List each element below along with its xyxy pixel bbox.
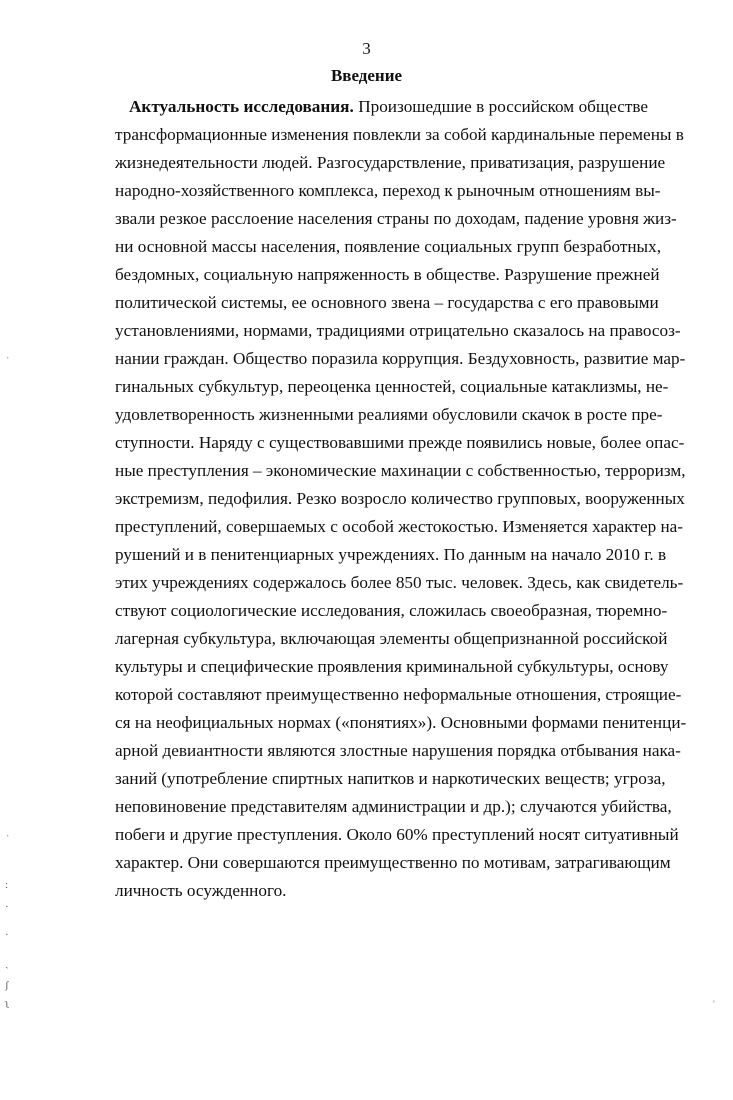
page-number: 3 [362,39,371,58]
scan-artifact-mark: ʃ [5,979,9,991]
body-line: заний (употребление спиртных напитков и наркотических веществ; угроза, [115,769,666,788]
body-line: культуры и специфические проявления криминальной субкультуры, основу [115,657,669,676]
body-line: личность осужденного. [115,881,287,900]
section-heading: Введение [330,66,403,85]
body-line: народно-хозяйственного комплекса, переход к рыночным отношениям вы- [115,181,661,200]
body-line: ствуют социологические исследования, сложилась своеобразная, тюремно- [115,601,668,620]
body-line: ся на неофициальных нормах («понятиях»). Основными формами пенитенци- [115,713,687,732]
body-line: политической системы, ее основного звена – государства с его правовыми [115,293,659,312]
body-line: звали резкое расслоение населения страны по доходам, падение уровня жиз- [115,209,677,228]
body-line: лагерная субкультура, включающая элементы общепризнанной российской [115,629,668,648]
scan-artifact-mark: : [5,879,9,891]
scan-artifact-mark: ʅ [5,999,10,1011]
body-line: этих учреждениях содержалось более 850 тыс. человек. Здесь, как свидетель- [115,573,684,592]
body-line: неповиновение представителям администрации и др.); случаются убийства, [115,797,672,816]
body-line: ни основной массы населения, появление социальных групп безработных, [115,237,661,256]
body-line: гинальных субкультур, переоценка ценностей, социальные катаклизмы, не- [115,377,669,396]
scan-artifact-mark: ʾ [712,999,716,1011]
scan-artifact-mark: · [5,929,9,941]
body-line: рушений и в пенитенциарных учреждениях. По данным на начало 2010 г. в [115,545,667,564]
body-line: характер. Они совершаются преимущественно по мотивам, затрагивающим [115,853,671,872]
body-line: ступности. Наряду с существовавшими прежде появились новые, более опас- [115,433,685,452]
body-line: установлениями, нормами, традициями отрицательно сказалось на правосоз- [115,321,681,340]
body-text [115,93,687,905]
body-line: ные преступления – экономические махинации с собственностью, терроризм, [115,461,686,480]
body-line: преступлений, совершаемых с особой жестокостью. Изменяется характер на- [115,517,684,536]
scan-artifact-mark: ˌ [6,347,10,359]
lead-phrase: Актуальность исследования. [129,97,354,116]
body-line: которой составляют преимущественно неформальные отношения, строящие- [115,685,682,704]
body-line: бездомных, социальную напряженность в обществе. Разрушение прежней [115,265,660,284]
body-line: жизнедеятельности людей. Разгосударствление, приватизация, разрушение [115,153,666,172]
body-line: удовлетворенность жизненными реалиями обусловили скачок в росте пре- [115,405,663,424]
first-line-text: Произошедшие в российском обществе [353,97,649,116]
scan-artifact-mark: ˏ [5,957,9,969]
body-line: побеги и другие преступления. Около 60% преступлений носят ситуативный [115,825,679,844]
body-line [115,93,648,121]
body-line: трансформационные изменения повлекли за собой кардинальные перемены в [115,125,684,144]
scan-artifact-mark: · [5,901,9,913]
body-line: арной девиантности являются злостные нарушения порядка отбывания нака- [115,741,681,760]
body-line: экстремизм, педофилия. Резко возросло количество групповых, вооруженных [115,489,685,508]
body-line: нании граждан. Общество поразила коррупция. Бездуховность, развитие мар- [115,349,686,368]
scan-artifact-mark: ˌ [6,825,10,837]
